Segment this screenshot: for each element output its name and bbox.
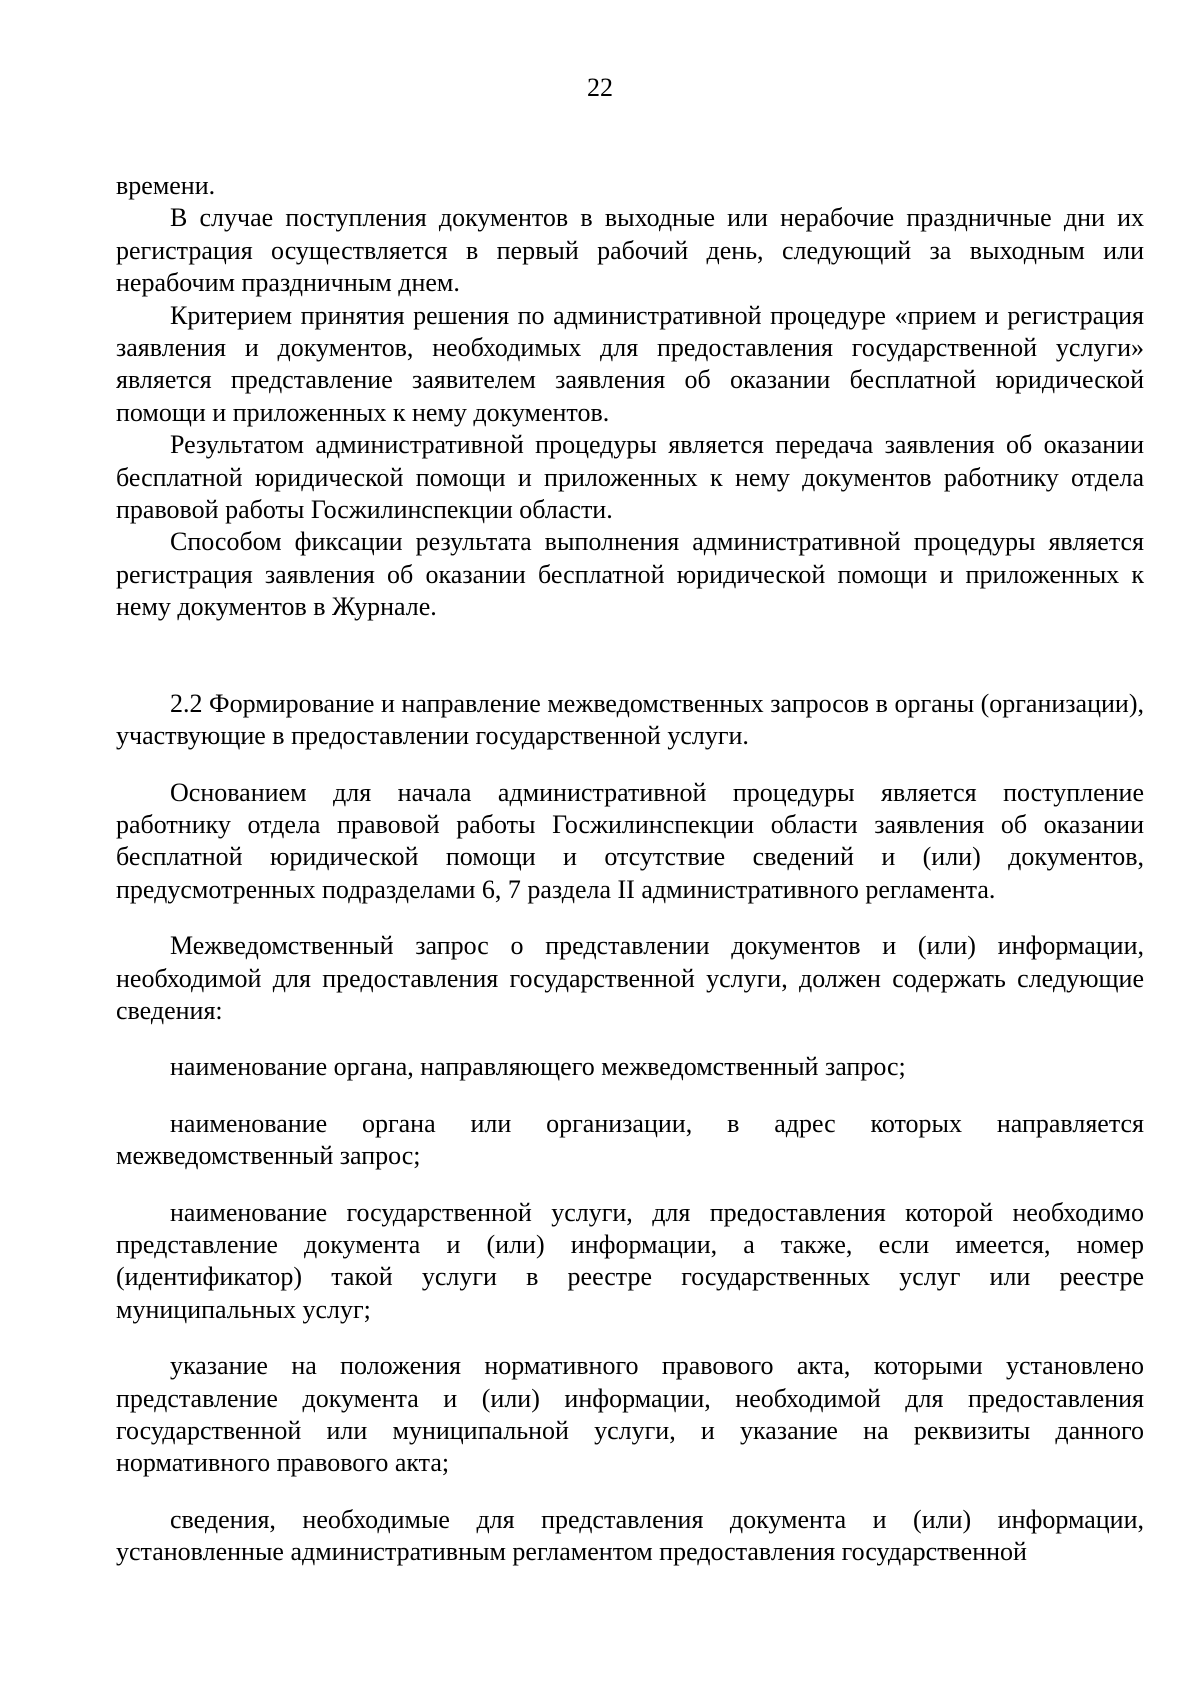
list-item-service-name: наименование государственной услуги, для предоставления которой необходимо представление документа и (или) информации, а также, если имеется, номер (идентификатор) такой услуги в реестре государственных услуг или реестре муниципальных услуг; <box>116 1197 1144 1324</box>
list-item-required-info: сведения, необходимые для представления документа и (или) информации, установленные административным регламентом предоставления государственной <box>116 1504 1144 1567</box>
section-heading-2-2: 2.2 Формирование и направление межведомственных запросов в органы (организации), участвующие в предоставлении государственной услуги. <box>116 688 1144 751</box>
paragraph-procedure-result: Результатом административной процедуры является передача заявления об оказании бесплатной юридической помощи и приложенных к нему документов работнику отдела правовой работы Госжилинспекции области. <box>116 430 1144 525</box>
paragraph-request-contents: Межведомственный запрос о представлении документов и (или) информации, необходимой для предоставления государственной услуги, должен содержать следующие сведения: <box>116 931 1144 1025</box>
paragraph-procedure-basis: Основанием для начала административной процедуры является поступление работнику отдела правовой работы Госжилинспекции области заявления об оказании бесплатной юридической помощи и отсутствие сведений и (или) документов, предусмотренных подразделами 6, 7 раздела II административного регламента. <box>116 777 1144 904</box>
paragraph-fixation-method: Способом фиксации результата выполнения административной процедуры является регистрация заявления об оказании бесплатной юридической помощи и приложенных к нему документов в Журнале. <box>116 527 1144 622</box>
paragraph-decision-criterion: Критерием принятия решения по административной процедуре «прием и регистрация заявления и документов, необходимых для предоставления государственной услуги» является представление заявителем заявления об оказании бесплатной юридической помощи и приложенных к нему документов. <box>116 300 1144 427</box>
list-item-addressee: наименование органа или организации, в адрес которых направляется межведомственный запрос; <box>116 1108 1144 1171</box>
page-number: 22 <box>587 73 613 102</box>
list-item-legal-act: указание на положения нормативного правового акта, которыми установлено представление документа и (или) информации, необходимой для предоставления государственной или муниципальной услуги, и указание на реквизиты данного нормативного правового акта; <box>116 1351 1144 1478</box>
paragraph-continuation: времени. <box>116 171 216 200</box>
paragraph-holiday-registration: В случае поступления документов в выходные или нерабочие праздничные дни их регистрация осуществляется в первый рабочий день, следующий за выходным или нерабочим праздничным днем. <box>116 203 1144 298</box>
document-body <box>116 170 1144 1569</box>
list-item-requesting-body: наименование органа, направляющего межведомственный запрос; <box>170 1052 906 1082</box>
